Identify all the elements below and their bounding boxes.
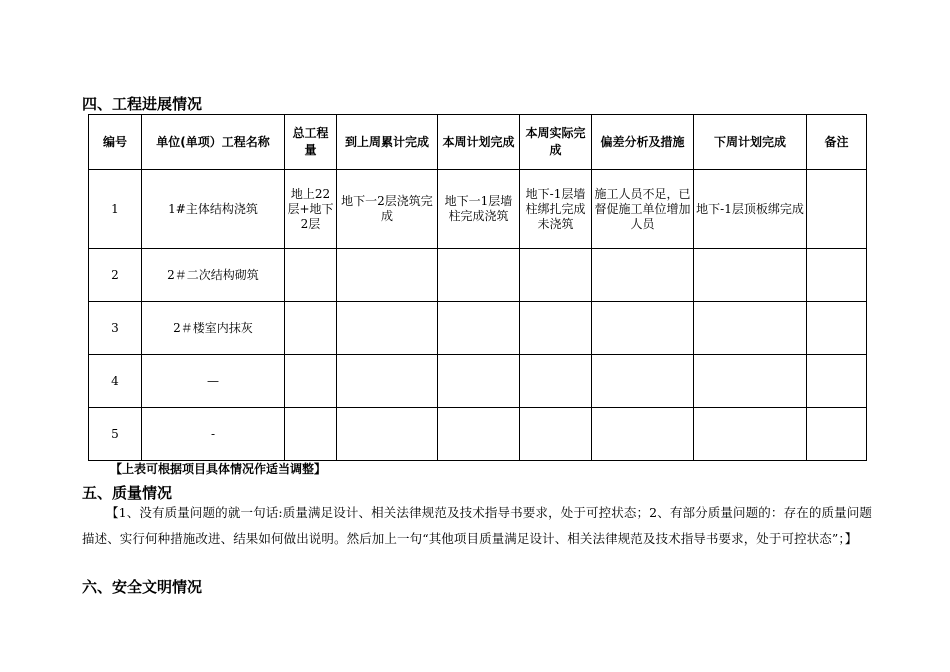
header-cell: 编号 <box>89 115 142 170</box>
table-cell: 地下一1层墙柱完成浇筑 <box>438 170 520 249</box>
header-cell: 单位(单项）工程名称 <box>142 115 285 170</box>
header-cell: 偏差分析及措施 <box>592 115 694 170</box>
table-cell <box>337 302 438 355</box>
table-cell: 2 <box>89 249 142 302</box>
table-cell <box>285 302 337 355</box>
table-cell <box>438 249 520 302</box>
progress-table <box>88 114 867 461</box>
table-cell: 3 <box>89 302 142 355</box>
table-cell <box>807 170 867 249</box>
table-row <box>89 249 867 302</box>
header-cell: 本周实际完成 <box>520 115 592 170</box>
table-cell <box>694 302 807 355</box>
section-heading-progress: 四、工程进展情况 <box>82 95 203 113</box>
table-cell: 5 <box>89 408 142 461</box>
table-cell <box>592 408 694 461</box>
table-cell: 2＃二次结构砌筑 <box>142 249 285 302</box>
header-cell: 本周计划完成 <box>438 115 520 170</box>
table-cell <box>438 302 520 355</box>
table-row <box>89 355 867 408</box>
table-cell <box>285 408 337 461</box>
table-cell <box>592 249 694 302</box>
table-cell <box>520 355 592 408</box>
table-cell <box>337 249 438 302</box>
header-cell: 总工程量 <box>285 115 337 170</box>
table-cell: 地上22层+地下2层 <box>285 170 337 249</box>
table-cell <box>438 408 520 461</box>
table-cell: 地下-1层顶板绑完成 <box>694 170 807 249</box>
table-row <box>89 170 867 249</box>
section-heading-safety: 六、安全文明情况 <box>82 578 203 596</box>
header-cell: 备注 <box>807 115 867 170</box>
table-cell <box>694 249 807 302</box>
table-header-row <box>89 115 867 170</box>
table-row <box>89 408 867 461</box>
table-cell: 地下-1层墙柱绑扎完成未浇筑 <box>520 170 592 249</box>
table-cell: 地下一2层浇筑完成 <box>337 170 438 249</box>
table-cell <box>438 355 520 408</box>
table-cell <box>337 355 438 408</box>
table-cell <box>694 408 807 461</box>
table-cell <box>285 249 337 302</box>
table-row <box>89 302 867 355</box>
table-cell <box>807 355 867 408</box>
header-cell: 到上周累计完成 <box>337 115 438 170</box>
table-cell: 施工人员不足，已督促施工单位增加人员 <box>592 170 694 249</box>
table-cell: 1#主体结构浇筑 <box>142 170 285 249</box>
table-cell <box>807 408 867 461</box>
table-cell <box>285 355 337 408</box>
header-cell: 下周计划完成 <box>694 115 807 170</box>
section-heading-quality: 五、质量情况 <box>82 484 173 502</box>
table-cell: 4 <box>89 355 142 408</box>
table-cell: - <box>142 408 285 461</box>
table-cell <box>592 355 694 408</box>
table-cell <box>694 355 807 408</box>
table-note: 【上表可根据项目具体情况作适当调整】 <box>110 462 327 476</box>
table-cell <box>520 302 592 355</box>
table-cell: 1 <box>89 170 142 249</box>
table-cell <box>807 249 867 302</box>
table-cell <box>520 408 592 461</box>
table-cell <box>807 302 867 355</box>
quality-paragraph: 【1、没有质量问题的就一句话:质量满足设计、相关法律规范及技术指导书要求，处于可控状态；2、有部分质量问题的：存在的质量问题描述、实行何种措施改进、结果如何做出说明。然后加上一句“其他项目质量满足设计、相关法律规范及技术指导书要求，处于可控状态”；】 <box>82 505 872 546</box>
table-cell <box>520 249 592 302</box>
table-cell <box>592 302 694 355</box>
table-cell: — <box>142 355 285 408</box>
table-cell: 2＃楼室内抹灰 <box>142 302 285 355</box>
table-cell <box>337 408 438 461</box>
